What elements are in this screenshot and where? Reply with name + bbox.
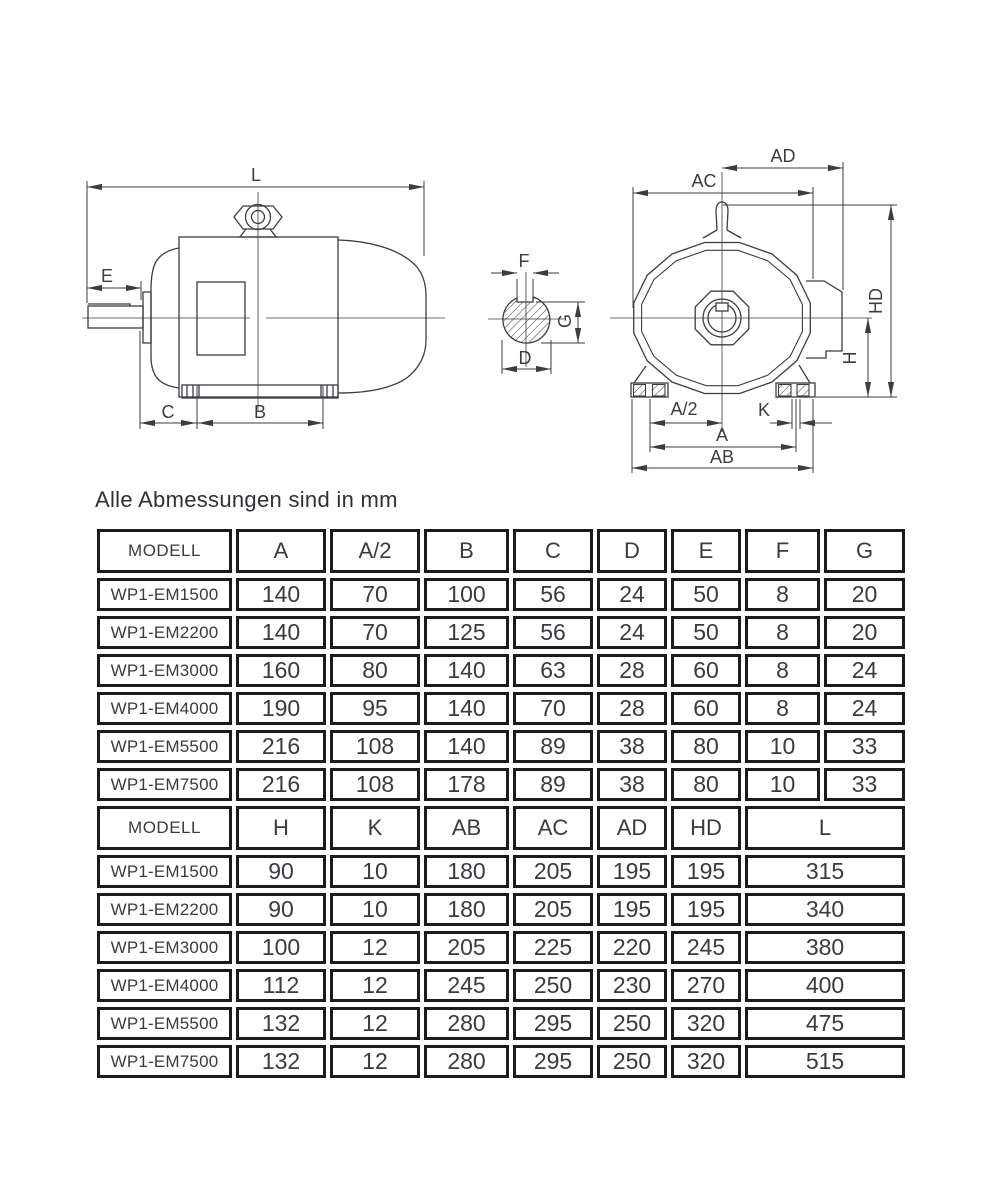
- value-cell: 140: [424, 730, 509, 763]
- value-cell: 100: [236, 931, 326, 964]
- value-cell: 225: [513, 931, 593, 964]
- value-cell: 245: [671, 931, 741, 964]
- value-cell: 216: [236, 768, 326, 801]
- table-row: [97, 692, 905, 725]
- value-cell: 230: [597, 969, 667, 1002]
- dim-label-l: L: [250, 165, 262, 185]
- value-cell: 33: [824, 730, 905, 763]
- value-cell: 28: [597, 654, 667, 687]
- value-cell: 320: [671, 1007, 741, 1040]
- value-cell: 132: [236, 1007, 326, 1040]
- dimensions-table: [93, 524, 909, 1083]
- dim-label-h: H: [840, 351, 860, 365]
- value-cell: 195: [671, 855, 741, 888]
- value-cell: 250: [597, 1045, 667, 1078]
- dim-label-g: G: [555, 313, 575, 329]
- model-cell: WP1-EM5500: [97, 1007, 232, 1040]
- value-cell: 24: [824, 692, 905, 725]
- value-cell: 108: [330, 768, 420, 801]
- value-cell: 12: [330, 969, 420, 1002]
- col-header-B: B: [424, 529, 509, 573]
- dim-label-ab: AB: [709, 447, 735, 467]
- dim-label-f: F: [518, 251, 530, 271]
- dim-label-c: C: [161, 402, 175, 422]
- table-row: [97, 969, 905, 1002]
- value-cell: 10: [330, 855, 420, 888]
- model-cell: WP1-EM5500: [97, 730, 232, 763]
- value-cell: 28: [597, 692, 667, 725]
- col-header-L: L: [745, 806, 905, 850]
- value-cell: 70: [330, 578, 420, 611]
- dim-label-a-half: A/2: [670, 399, 698, 419]
- technical-drawings: [0, 0, 1000, 500]
- value-cell: 56: [513, 578, 593, 611]
- value-cell: 12: [330, 1045, 420, 1078]
- value-cell: 24: [597, 616, 667, 649]
- col-header-AD: AD: [597, 806, 667, 850]
- value-cell: 380: [745, 931, 905, 964]
- value-cell: 80: [671, 768, 741, 801]
- dim-label-k: K: [757, 400, 771, 420]
- value-cell: 320: [671, 1045, 741, 1078]
- value-cell: 24: [597, 578, 667, 611]
- col-header-AB: AB: [424, 806, 509, 850]
- dim-label-d: D: [518, 348, 532, 368]
- value-cell: 270: [671, 969, 741, 1002]
- table-row: [97, 893, 905, 926]
- value-cell: 80: [330, 654, 420, 687]
- value-cell: 160: [236, 654, 326, 687]
- table-row: [97, 730, 905, 763]
- value-cell: 295: [513, 1045, 593, 1078]
- value-cell: 112: [236, 969, 326, 1002]
- value-cell: 24: [824, 654, 905, 687]
- value-cell: 140: [424, 692, 509, 725]
- model-cell: WP1-EM7500: [97, 1045, 232, 1078]
- value-cell: 195: [597, 893, 667, 926]
- col-header-AC: AC: [513, 806, 593, 850]
- table-row: [97, 1045, 905, 1078]
- col-header-modell: MODELL: [97, 529, 232, 573]
- col-header-A/2: A/2: [330, 529, 420, 573]
- table-row: [97, 616, 905, 649]
- model-cell: WP1-EM4000: [97, 969, 232, 1002]
- value-cell: 56: [513, 616, 593, 649]
- value-cell: 140: [236, 616, 326, 649]
- value-cell: 90: [236, 893, 326, 926]
- value-cell: 475: [745, 1007, 905, 1040]
- value-cell: 80: [671, 730, 741, 763]
- value-cell: 70: [513, 692, 593, 725]
- col-header-HD: HD: [671, 806, 741, 850]
- front-view-drawing: [610, 146, 897, 473]
- value-cell: 195: [597, 855, 667, 888]
- value-cell: 250: [597, 1007, 667, 1040]
- col-header-H: H: [236, 806, 326, 850]
- value-cell: 38: [597, 768, 667, 801]
- dim-label-e: E: [100, 266, 114, 286]
- value-cell: 140: [236, 578, 326, 611]
- col-header-K: K: [330, 806, 420, 850]
- value-cell: 20: [824, 578, 905, 611]
- value-cell: 125: [424, 616, 509, 649]
- value-cell: 190: [236, 692, 326, 725]
- col-header-E: E: [671, 529, 741, 573]
- value-cell: 10: [330, 893, 420, 926]
- side-view-drawing: [82, 165, 445, 429]
- value-cell: 10: [745, 730, 820, 763]
- col-header-modell: MODELL: [97, 806, 232, 850]
- value-cell: 315: [745, 855, 905, 888]
- model-cell: WP1-EM1500: [97, 855, 232, 888]
- value-cell: 245: [424, 969, 509, 1002]
- model-cell: WP1-EM3000: [97, 654, 232, 687]
- dim-label-b: B: [253, 402, 267, 422]
- col-header-C: C: [513, 529, 593, 573]
- value-cell: 50: [671, 578, 741, 611]
- value-cell: 295: [513, 1007, 593, 1040]
- value-cell: 38: [597, 730, 667, 763]
- dim-label-ad: AD: [770, 146, 796, 166]
- value-cell: 108: [330, 730, 420, 763]
- value-cell: 178: [424, 768, 509, 801]
- col-header-F: F: [745, 529, 820, 573]
- model-cell: WP1-EM7500: [97, 768, 232, 801]
- value-cell: 33: [824, 768, 905, 801]
- col-header-A: A: [236, 529, 326, 573]
- value-cell: 280: [424, 1007, 509, 1040]
- value-cell: 515: [745, 1045, 905, 1078]
- model-cell: WP1-EM1500: [97, 578, 232, 611]
- model-cell: WP1-EM3000: [97, 931, 232, 964]
- value-cell: 180: [424, 855, 509, 888]
- value-cell: 205: [513, 855, 593, 888]
- col-header-D: D: [597, 529, 667, 573]
- table-row: [97, 654, 905, 687]
- value-cell: 20: [824, 616, 905, 649]
- header-row: [97, 806, 905, 850]
- value-cell: 8: [745, 654, 820, 687]
- value-cell: 250: [513, 969, 593, 1002]
- units-note: Alle Abmessungen sind in mm: [95, 487, 398, 512]
- value-cell: 195: [671, 893, 741, 926]
- value-cell: 10: [745, 768, 820, 801]
- value-cell: 8: [745, 616, 820, 649]
- value-cell: 132: [236, 1045, 326, 1078]
- dimensions-table-body: [97, 529, 905, 1078]
- value-cell: 60: [671, 654, 741, 687]
- model-cell: WP1-EM2200: [97, 616, 232, 649]
- value-cell: 140: [424, 654, 509, 687]
- value-cell: 89: [513, 730, 593, 763]
- value-cell: 60: [671, 692, 741, 725]
- value-cell: 340: [745, 893, 905, 926]
- dim-label-a: A: [715, 425, 729, 445]
- value-cell: 89: [513, 768, 593, 801]
- value-cell: 216: [236, 730, 326, 763]
- table-row: [97, 578, 905, 611]
- table-row: [97, 768, 905, 801]
- value-cell: 8: [745, 692, 820, 725]
- value-cell: 180: [424, 893, 509, 926]
- value-cell: 90: [236, 855, 326, 888]
- table-row: [97, 1007, 905, 1040]
- header-row: [97, 529, 905, 573]
- value-cell: 280: [424, 1045, 509, 1078]
- value-cell: 8: [745, 578, 820, 611]
- model-cell: WP1-EM4000: [97, 692, 232, 725]
- table-row: [97, 931, 905, 964]
- value-cell: 205: [424, 931, 509, 964]
- table-section: [93, 524, 909, 1083]
- value-cell: 205: [513, 893, 593, 926]
- value-cell: 12: [330, 1007, 420, 1040]
- value-cell: 70: [330, 616, 420, 649]
- value-cell: 63: [513, 654, 593, 687]
- shaft-section-drawing: [488, 251, 585, 374]
- model-cell: WP1-EM2200: [97, 893, 232, 926]
- value-cell: 95: [330, 692, 420, 725]
- value-cell: 100: [424, 578, 509, 611]
- value-cell: 12: [330, 931, 420, 964]
- dim-label-hd: HD: [866, 288, 886, 314]
- value-cell: 220: [597, 931, 667, 964]
- value-cell: 400: [745, 969, 905, 1002]
- table-row: [97, 855, 905, 888]
- value-cell: 50: [671, 616, 741, 649]
- col-header-G: G: [824, 529, 905, 573]
- dim-label-ac: AC: [691, 171, 717, 191]
